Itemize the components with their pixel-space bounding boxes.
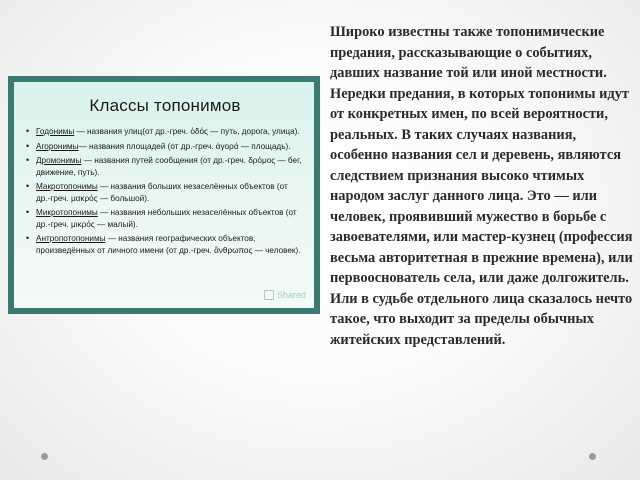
term-definition: — названия площадей (от др.-греч. ἀγορά — площадь). <box>78 141 291 151</box>
watermark-label: Shared <box>276 290 306 300</box>
term-definition: — названия улиц(от др.-греч. ὁδός — путь, дорога, улица). <box>74 127 300 136</box>
image-title: Классы топонимов <box>89 96 241 115</box>
bullet-dot-icon <box>41 453 48 460</box>
list-item <box>26 126 304 138</box>
term-label: Антропотопонимы <box>36 234 106 243</box>
term-definition: — названия географических объектов, произведённых от личного имени (от др.-греч. ἄνθρωπος — человек). <box>36 234 301 255</box>
toponym-classes-image <box>8 76 320 314</box>
term-label: Дромонимы <box>36 156 82 165</box>
list-item <box>26 207 304 230</box>
term-definition: — названия путей сообщения (от др.-греч. δρόμος — бег, движение, путь). <box>36 156 302 177</box>
list-item <box>26 181 304 204</box>
term-label: Микротопонимы <box>36 208 98 217</box>
term-definition: — названия небольших незаселённых объектов (от др.-греч. μικρός — малый). <box>36 208 297 229</box>
toponym-class-list <box>26 126 304 256</box>
shared-watermark <box>264 290 306 300</box>
term-definition: — названия больших незаселённых объектов (от др.-греч. μακρός — большой). <box>36 182 288 203</box>
term-label: Агоронимы <box>36 141 79 151</box>
bullet-dot-icon <box>589 453 596 460</box>
list-item <box>26 141 304 153</box>
body-paragraph: Широко известны также топонимические предания, рассказывающие о событиях, давших название той или иной местности. Нередки предания, в которых топонимы идут от конкретных имен, по всей вероятности, реальных. В таких случаях названия, особенно названия сел и деревень, являются следствием признания высоко чтимых народом заслуг данного лица. Это — или человек, проявивший мужество в борьбе с завоевателями, или мастер-кузнец (профессия весьма авторитетная в прежние времена), или первооснователь села, или даже долгожитель. Или в судьбе отдельного лица сказалось нечто такое, что выходит за пределы обычных житейских представлений. <box>330 24 633 348</box>
term-label: Макротопонимы <box>36 182 98 191</box>
list-item <box>26 155 304 178</box>
share-icon <box>264 290 274 300</box>
term-label: Годонимы <box>36 127 75 136</box>
list-item <box>26 233 304 256</box>
image-content <box>14 82 314 308</box>
